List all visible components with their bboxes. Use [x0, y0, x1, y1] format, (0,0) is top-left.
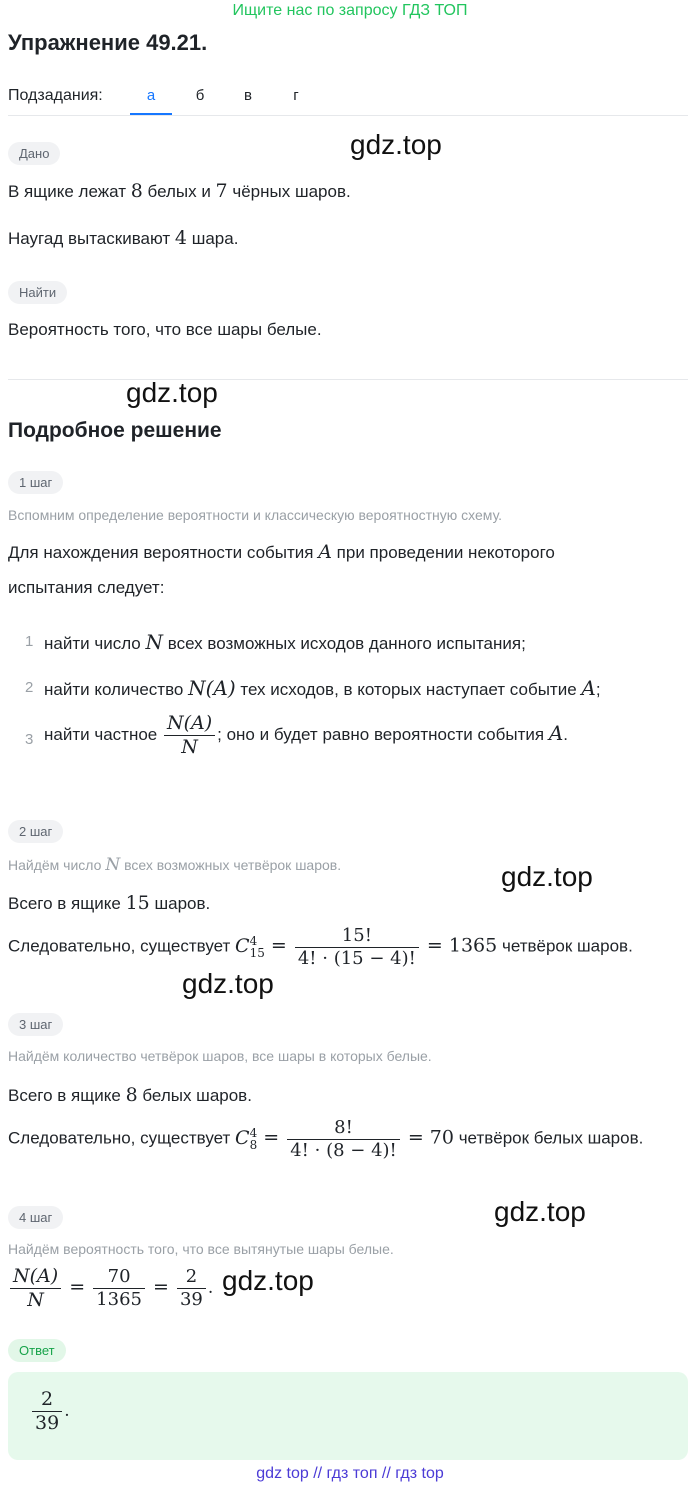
footer-links[interactable]: gdz top // гдз топ // гдз top [256, 1465, 444, 1482]
fraction-na-over-n: $\frac{N(A)}{N}$ [164, 712, 215, 759]
watermark: gdz.top [494, 1196, 586, 1227]
given-line-2: Наугад вытаскивают 4 шара. [8, 227, 239, 249]
list-item-2: найти количество N(A) тех исходов, в которых наступает событие A; [44, 676, 601, 700]
step-1-hint: Вспомним определение вероятности и классическую вероятностную схему. [8, 507, 503, 523]
subtask-tab-v[interactable]: в [244, 87, 252, 104]
section-divider [8, 379, 688, 380]
list-number-2: 2 [25, 679, 34, 696]
step-4-hint: Найдём вероятность того, что все вытянутые шары белые. [8, 1241, 394, 1257]
fraction-2-over-39: $\frac{2}{39}$ [177, 1266, 206, 1310]
find-badge: Найти [8, 281, 67, 304]
combination-fraction: $\frac{15!}{4! \cdot (15 - 4)!}$ [295, 925, 419, 969]
given-line-1: В ящике лежат 8 белых и 7 чёрных шаров. [8, 180, 351, 202]
step-2-total: Всего в ящике 15 шаров. [8, 892, 211, 914]
step-1-paragraph-2: испытания следует: [8, 578, 165, 597]
exercise-title: Упражнение 49.21. [8, 30, 208, 55]
fraction-70-over-1365: $\frac{70}{1365}$ [93, 1266, 145, 1310]
answer-box [8, 1372, 688, 1460]
list-item-1: найти число N всех возможных исходов данного испытания; [44, 630, 526, 654]
watermark: gdz.top [126, 377, 218, 408]
list-number-3: 3 [25, 731, 34, 748]
combination-fraction: $\frac{8!}{4! \cdot (8 - 4)!}$ [287, 1117, 400, 1161]
subtask-tab-b[interactable]: б [195, 87, 205, 104]
fraction-na-over-n: $\frac{N(A)}{N}$ [10, 1265, 61, 1312]
step-3-total: Всего в ящике 8 белых шаров. [8, 1084, 252, 1106]
subtask-tab-a[interactable]: а [146, 87, 156, 104]
step-4-equation: $\frac{N(A)}{N}$ = $\frac{70}{1365}$ = $\frac{2}{39}$ . [8, 1265, 213, 1312]
watermark: gdz.top [222, 1265, 314, 1296]
list-item-3: найти частное $\frac{N(A)}{N}$ ; оно и будет равно вероятности события A. [44, 712, 568, 758]
subtasks-label: Подзадания: [8, 87, 103, 104]
step-3-badge: 3 шаг [8, 1013, 63, 1036]
given-badge: Дано [8, 142, 60, 165]
top-banner[interactable]: Ищите нас по запросу ГДЗ ТОП [232, 2, 468, 19]
step-2-badge: 2 шаг [8, 820, 63, 843]
step-1-badge: 1 шаг [8, 471, 63, 494]
answer-badge: Ответ [8, 1339, 66, 1362]
step-2-equation: Следовательно, существует C 4 15 = $\frac{15!}{4! \cdot (15 - 4)!}$ = 1365 четвёрок шаров. [8, 925, 633, 969]
watermark: gdz.top [501, 861, 593, 892]
watermark: gdz.top [182, 968, 274, 999]
step-3-equation: Следовательно, существует C 4 8 = $\frac{8!}{4! \cdot (8 - 4)!}$ = 70 четвёрок белых шаров. [8, 1117, 644, 1161]
step-3-hint: Найдём количество четвёрок шаров, все шары в которых белые. [8, 1048, 432, 1064]
list-number-1: 1 [25, 633, 34, 650]
step-2-hint: Найдём число N всех возможных четвёрок шаров. [8, 855, 342, 875]
step-1-paragraph-1: Для нахождения вероятности события A при проведении некоторого [8, 541, 555, 563]
answer-fraction: $\frac{2}{39}$ [32, 1388, 62, 1435]
solution-title: Подробное решение [8, 419, 222, 442]
watermark: gdz.top [350, 129, 442, 160]
step-4-badge: 4 шаг [8, 1206, 63, 1229]
answer-value: $\frac{2}{39}$ . [30, 1388, 70, 1435]
find-text: Вероятность того, что все шары белые. [8, 320, 322, 339]
subtask-tab-g[interactable]: г [293, 87, 299, 104]
subtasks-divider [8, 115, 688, 116]
